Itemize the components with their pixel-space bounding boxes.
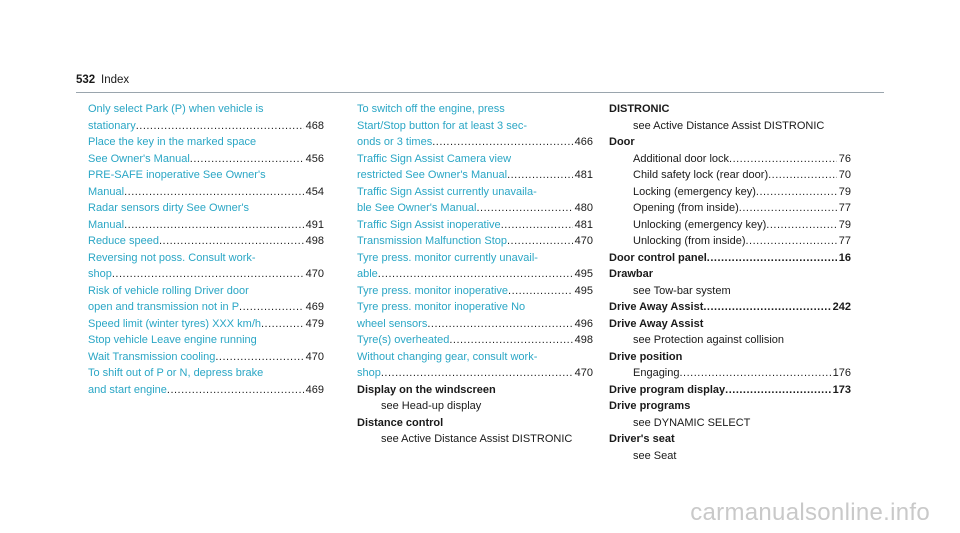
dot-leader [729,151,837,168]
index-link-line [88,200,324,217]
page-reference: 498 [305,235,324,247]
index-link-line [357,184,593,201]
index-link-line[interactable] [357,266,593,283]
index-entry-text: Speed limit (winter tyres) XXX km/h [88,317,261,330]
index-link-line[interactable] [88,151,324,168]
index-entry-text: Traffic Sign Assist inoperative [357,218,501,231]
index-entry-text: see Tow-bar system [633,284,731,297]
page-reference: 79 [838,218,851,231]
index-subentry [609,332,851,349]
dot-leader [112,266,304,283]
dot-leader [261,316,304,333]
page-reference: 495 [574,268,593,280]
dot-leader [215,349,303,366]
page-reference: 495 [574,284,593,297]
index-link-line[interactable] [357,167,593,184]
dot-leader [707,250,837,267]
index-entry-text: see Protection against collision [633,334,785,346]
index-subentry [609,365,851,382]
index-link-line[interactable] [357,316,593,333]
page-reference: 176 [832,367,851,379]
index-entry-text: To shift out of P or N, depress brake [88,367,264,379]
index-subentry [609,200,851,217]
dot-leader [477,200,573,217]
page-reference: 470 [305,350,324,363]
index-subentry [609,118,851,135]
index-entry-text: Drive position [609,350,683,363]
dot-leader [124,217,304,234]
index-heading [609,250,851,267]
index-subentry [609,448,851,465]
index-entry-text: DISTRONIC [609,103,670,115]
page-reference: 468 [305,119,324,132]
page-reference: 469 [305,383,324,396]
dot-leader [449,332,572,349]
index-subentry [357,398,593,415]
index-entry-text: restricted See Owner's Manual [357,169,508,181]
index-subentry [609,167,851,184]
index-entry-text: Traffic Sign Assist Camera view [357,152,512,165]
index-entry-text: shop [88,268,112,280]
index-entry-text: Risk of vehicle rolling Driver door [88,284,249,297]
page-reference: 173 [832,383,851,396]
index-link-line [357,349,593,366]
header-rule [76,92,884,93]
index-entry-text: Stop vehicle Leave engine running [88,334,257,346]
index-heading [357,382,593,399]
index-entry-text: Tyre press. monitor inoperative [357,284,509,297]
index-link-line[interactable] [357,134,593,151]
index-heading [609,266,851,283]
index-entry-text: Drive program display [609,383,726,396]
dot-leader [507,167,573,184]
index-entry-text: Manual [88,218,125,231]
index-entry-text: Only select Park (P) when vehicle is [88,103,264,115]
index-column-3 [609,101,851,464]
page-reference: 16 [838,251,851,264]
index-entry-text: Unlocking (from inside) [633,235,746,247]
index-entry-text: Manual [88,185,125,198]
index-entry-text: Engaging [633,367,680,379]
index-entry-text: see Seat [633,449,677,462]
index-entry-text: Tyre press. monitor currently unavail- [357,251,538,264]
index-link-line[interactable] [88,382,324,399]
dot-leader [378,266,573,283]
index-entry-text: Drive Away Assist [609,301,704,313]
index-heading [609,134,851,151]
index-link-line[interactable] [357,200,593,217]
page-header [76,0,884,94]
page-reference: 76 [838,152,851,165]
index-link-line [357,250,593,267]
page-reference: 470 [574,367,593,379]
index-entry-text: Start/Stop button for at least 3 sec- [357,119,527,132]
page-reference: 496 [574,317,593,330]
index-entry-text: Place the key in the marked space [88,136,257,148]
index-heading [609,316,851,333]
page-reference: 70 [838,169,851,181]
index-link-line [357,151,593,168]
index-entry-text: Traffic Sign Assist currently unavaila- [357,185,537,198]
dot-leader [680,365,831,382]
index-link-line [357,101,593,118]
page-reference: 454 [305,185,324,198]
index-entry-text: See Owner's Manual [88,152,190,165]
dot-leader [136,118,304,135]
dot-leader [507,233,573,250]
index-link-line[interactable] [357,233,593,250]
index-entry-text: Display on the windscreen [357,383,496,396]
dot-leader [725,382,830,399]
index-entry-text: Unlocking (emergency key) [633,218,767,231]
dot-leader [768,167,837,184]
index-entry-text: Drive Away Assist [609,317,704,330]
watermark: carmanualsonline.info [690,499,930,526]
index-entry-text: able [357,268,378,280]
index-entry-text: Door control panel [609,251,707,264]
dot-leader [508,283,573,300]
index-link-line[interactable] [88,118,324,135]
index-entry-text: wheel sensors [357,317,428,330]
index-link-line[interactable] [357,365,593,382]
index-entry-text: Tyre(s) overheated [357,334,450,346]
page-reference: 77 [838,235,851,247]
index-link-line[interactable] [88,299,324,316]
index-heading [609,382,851,399]
index-link-line[interactable] [357,332,593,349]
index-entry-text: Door [609,136,635,148]
dot-leader [432,134,572,151]
dot-leader [766,217,836,234]
dot-leader [501,217,573,234]
index-entry-text: onds or 3 times [357,136,433,148]
dot-leader [190,151,304,168]
index-link-line[interactable] [357,283,593,300]
index-entry-text: To switch off the engine, press [357,103,505,115]
page-reference: 481 [574,218,593,231]
index-entry-text: shop [357,367,381,379]
dot-leader [124,184,304,201]
index-entry-text: PRE-SAFE inoperative See Owner's [88,169,266,181]
index-link-line[interactable] [88,266,324,283]
index-entry-text: open and transmission not in P [88,301,240,313]
index-heading [609,398,851,415]
dot-leader [427,316,572,333]
index-link-line [88,283,324,300]
dot-leader [167,382,304,399]
dot-leader [756,184,837,201]
page-reference: 479 [305,317,324,330]
index-entry-text: Wait Transmission cooling [88,350,216,363]
index-entry-text: Locking (emergency key) [633,185,756,198]
section-title: Index [101,74,130,86]
page-reference: 480 [574,202,593,214]
dot-leader [739,200,837,217]
page-reference: 242 [832,301,851,313]
index-entry-text: Drive programs [609,400,691,412]
index-entry-text: ble See Owner's Manual [357,202,477,214]
index-link-line[interactable] [88,349,324,366]
index-heading [609,101,851,118]
index-link-line [357,299,593,316]
dot-leader [745,233,836,250]
index-column-1 [88,101,324,398]
index-link-line[interactable] [88,316,324,333]
index-link-line [88,101,324,118]
dot-leader [381,365,573,382]
index-entry-text: Driver's seat [609,433,675,445]
dot-leader [159,233,304,250]
index-link-line [88,365,324,382]
index-entry-text: see Active Distance Assist DISTRONIC [381,433,573,445]
index-entry-text: Reduce speed [88,235,159,247]
index-link-line [88,250,324,267]
index-entry-text: Reversing not poss. Consult work- [88,251,256,264]
index-link-line [357,118,593,135]
index-column-2 [357,101,593,448]
index-subentry [609,233,851,250]
index-entry-text: Tyre press. monitor inoperative No [357,301,526,313]
page-number: 532 [76,74,96,86]
dot-leader [703,299,830,316]
index-subentry [609,151,851,168]
index-link-line [88,134,324,151]
page-reference: 481 [574,169,593,181]
page-reference: 470 [305,268,324,280]
page-reference: 77 [838,202,851,214]
index-entry-text: Drawbar [609,268,654,280]
index-heading [609,349,851,366]
index-entry-text: Child safety lock (rear door) [633,169,769,181]
index-subentry [609,415,851,432]
page-reference: 456 [305,152,324,165]
index-entry-text: and start engine [88,383,167,396]
dot-leader [239,299,304,316]
index-entry-text: Additional door lock [633,152,730,165]
index-entry-text: Distance control [357,416,444,429]
index-entry-text: see DYNAMIC SELECT [633,416,751,429]
index-entry-text: Without changing gear, consult work- [357,350,538,363]
index-entry-text: stationary [88,119,136,132]
page-reference: 491 [305,218,324,231]
page-reference: 498 [574,334,593,346]
index-link-line [88,167,324,184]
index-entry-text: see Head-up display [381,400,482,412]
index-entry-text: Transmission Malfunction Stop [357,235,507,247]
index-heading [357,415,593,432]
index-subentry [357,431,593,448]
page-reference: 466 [574,136,593,148]
index-link-line[interactable] [357,217,593,234]
page-reference: 469 [305,301,324,313]
index-link-line[interactable] [88,217,324,234]
page-reference: 79 [838,185,851,198]
index-link-line[interactable] [88,233,324,250]
index-subentry [609,217,851,234]
index-heading [609,299,851,316]
page-reference: 470 [574,235,593,247]
index-heading [609,431,851,448]
index-entry-text: Radar sensors dirty See Owner's [88,202,250,214]
index-subentry [609,283,851,300]
index-subentry [609,184,851,201]
index-entry-text: see Active Distance Assist DISTRONIC [633,119,825,132]
index-link-line [88,332,324,349]
index-entry-text: Opening (from inside) [633,202,739,214]
index-link-line[interactable] [88,184,324,201]
